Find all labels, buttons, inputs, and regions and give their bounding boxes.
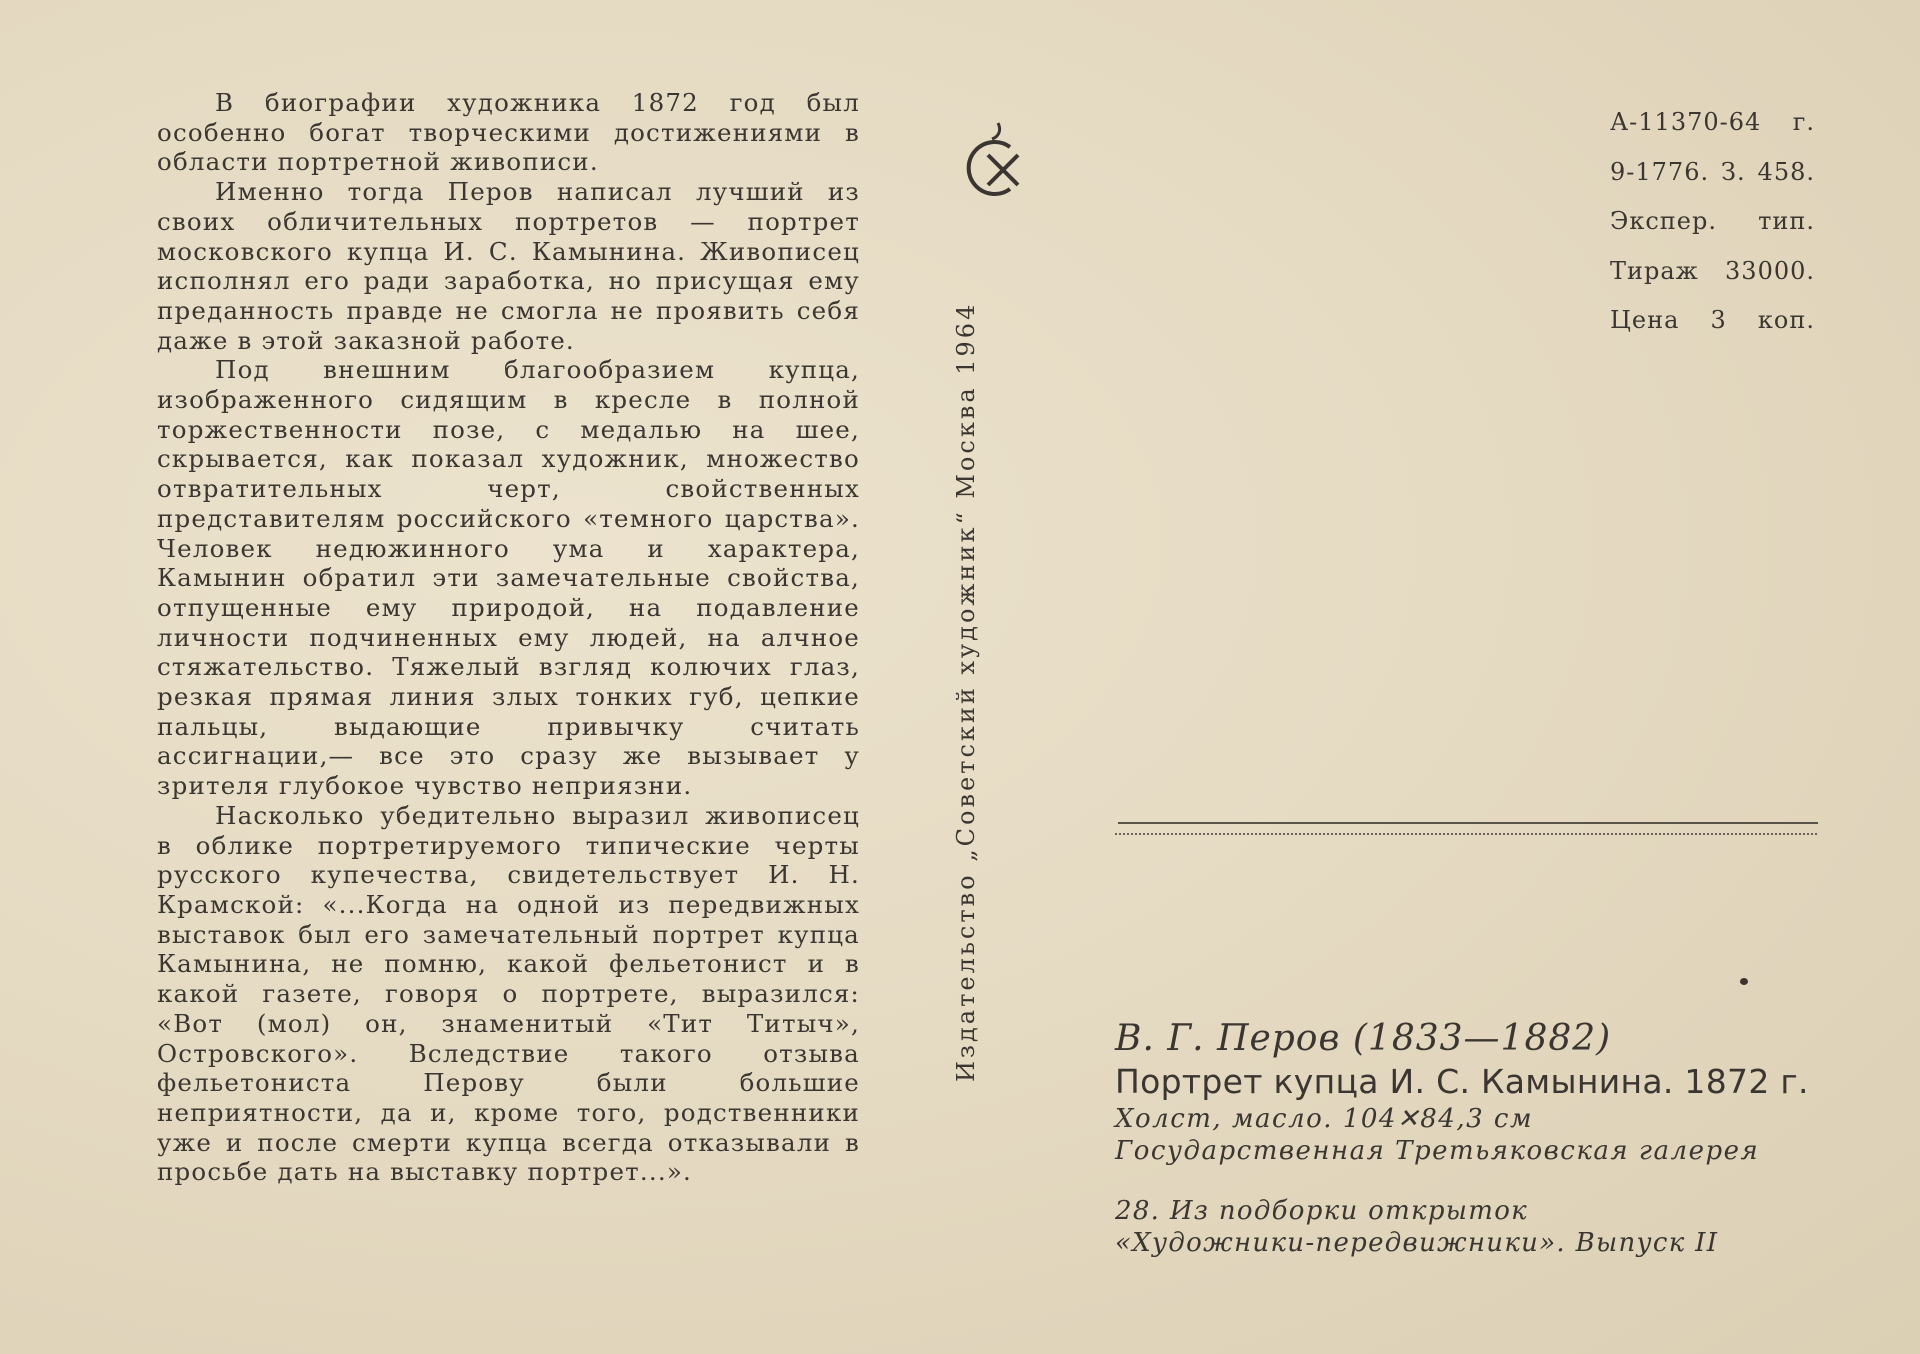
paragraph-1: В биографии художника 1872 год был особенно богат творческими достижениями в области портретной живописи. — [157, 88, 860, 177]
artist-name: В. Г. Перов (1833—1882) — [1115, 1018, 1612, 1059]
paragraph-4: Насколько убедительно выразил живописец в облике портретируемого типические черты русского купечества, свидетельствует И. Н. Крамской: «...Когда на одной из передвижных выставок был его замечательный портрет купца Камынина, не помню, какой фельетонист и в какой газете, говоря о портрете, выразился: «Вот (мол) он, знаменитый «Тит Титыч», Островского». Вследствие такого отзыва фельетониста Перову были большие неприятности, да и, кроме того, родственники уже и после смерти купца всегда отказывали в просьбе дать на выставку портрет...». — [157, 800, 860, 1187]
publisher-logo-icon — [958, 117, 1028, 207]
museum-name: Государственная Третьяковская галерея — [1115, 1136, 1760, 1166]
imprint-line: Цена 3 коп. — [1610, 306, 1815, 334]
series-line: «Художники-передвижники». Выпуск II — [1115, 1228, 1719, 1258]
imprint-line: 9-1776. З. 458. — [1610, 157, 1815, 186]
imprint-line: А-11370-64 г. — [1610, 108, 1815, 136]
series-line: 28. Из подборки открыток — [1115, 1196, 1528, 1226]
paragraph-3: Под внешним благообразием купца, изображенного сидящим в кресле в полной торжественности позе, с медалью на шее, скрывается, как показал художник, множество отвратительных черт, свойственных представителям российского «темного царства». Человек недюжинного ума и характера, Камынин обратил эти замечательные свойства, отпущенные ему природой, на подавление личности подчиненных ему людей, на алчное стяжательство. Тяжелый взгляд колючих глаз, резкая прямая линия злых тонких губ, цепкие пальцы, выдающие привычку считать ассигнации,— все это сразу же вызывает у зрителя глубокое чувство неприязни. — [157, 355, 860, 801]
imprint-line: Тираж 33000. — [1610, 256, 1815, 285]
address-line-solid — [1118, 822, 1818, 824]
imprint-block — [1610, 108, 1815, 356]
description-text — [157, 88, 860, 1187]
publisher-strip: Издательство „Советский художник“ Москва 1964 — [952, 301, 980, 1082]
imprint-line: Экспер. тип. — [1610, 207, 1815, 235]
artwork-caption — [1115, 1017, 1835, 1259]
paper-speck — [1740, 978, 1748, 985]
artwork-title: Портрет купца И. С. Камынина. 1872 г. — [1115, 1062, 1809, 1101]
artwork-medium: Холст, масло. 104✕84,3 см — [1115, 1104, 1534, 1134]
series-info — [1115, 1195, 1835, 1259]
paragraph-2: Именно тогда Перов написал лучший из своих обличительных портретов — портрет московского купца И. С. Камынина. Живописец исполнял его ради заработка, но присущая ему преданность правде не смогла не проявить себя даже в этой заказной работе. — [157, 177, 860, 355]
address-line-dotted — [1115, 833, 1817, 835]
